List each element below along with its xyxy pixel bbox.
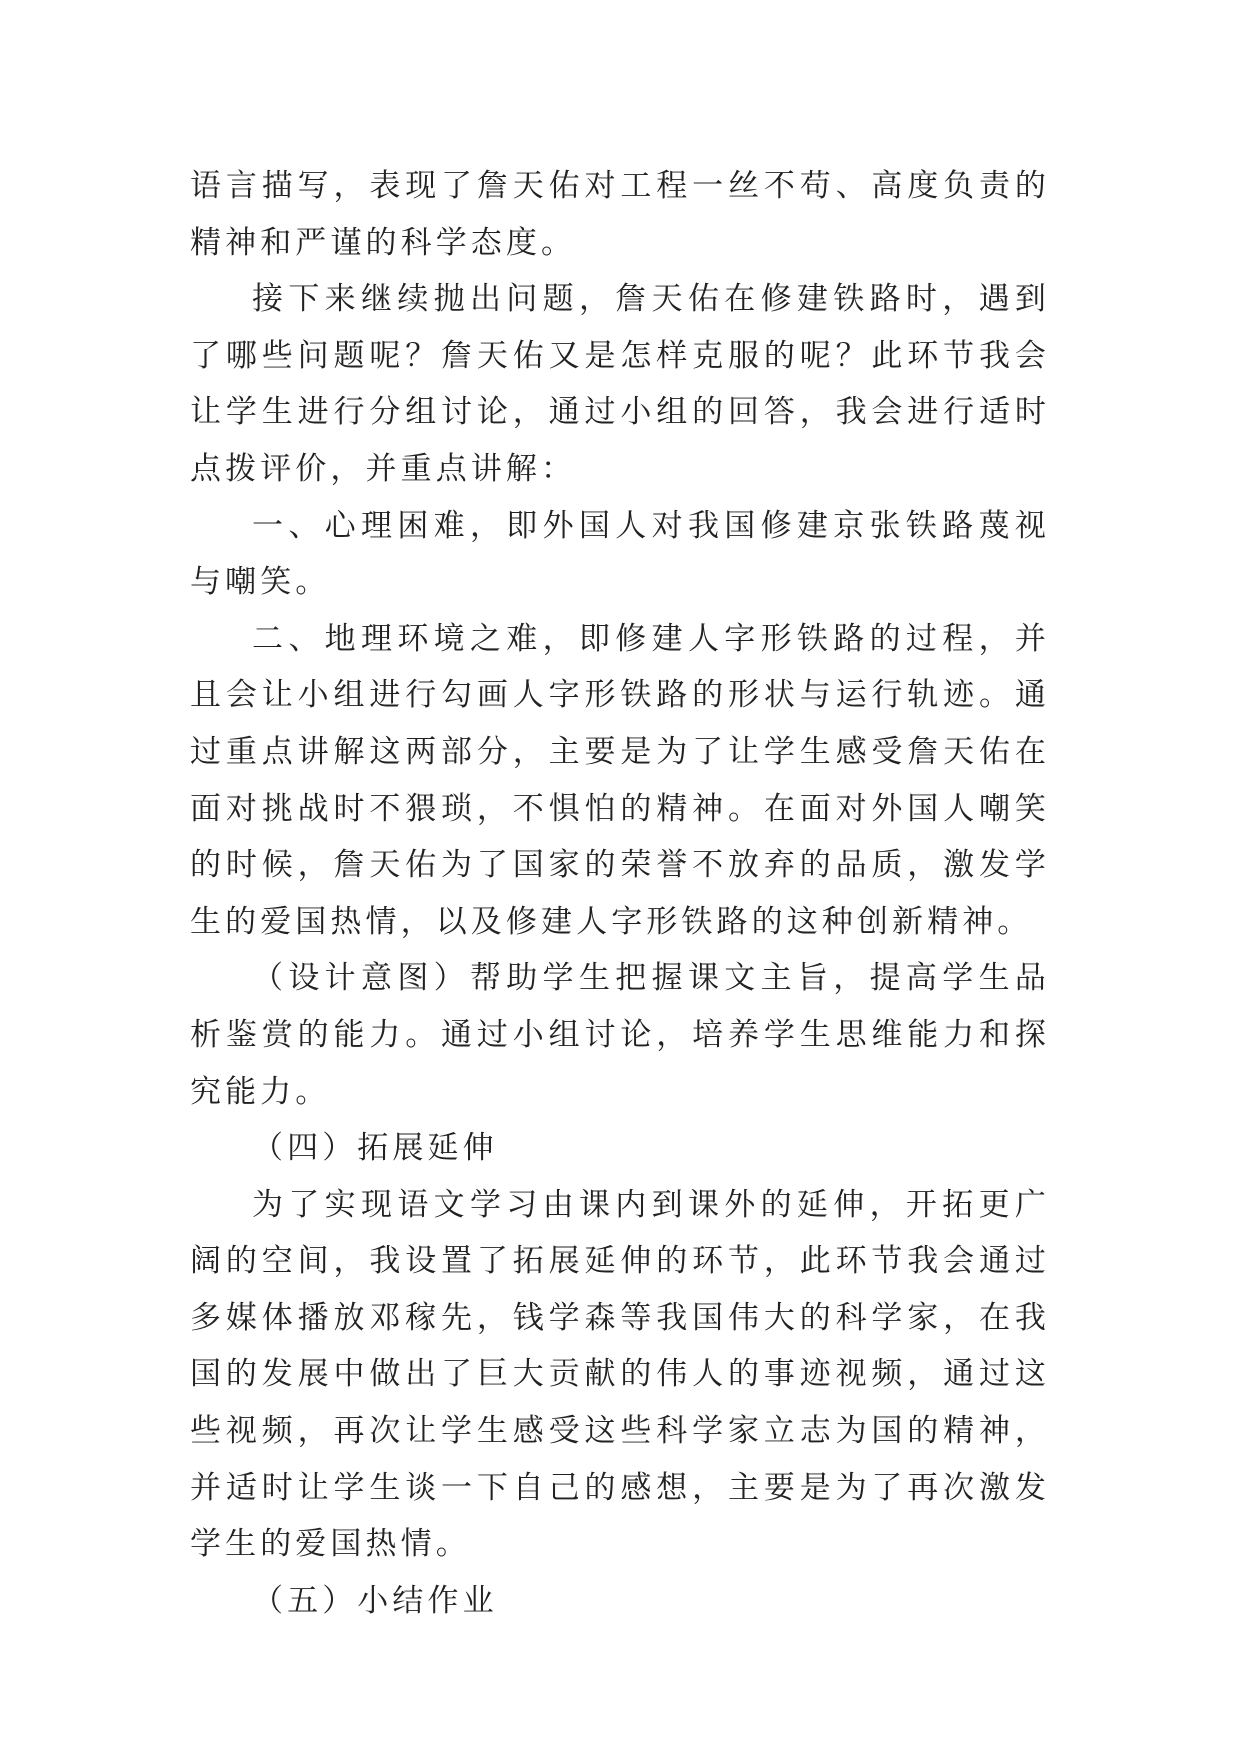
paragraph-continuation: 语言描写，表现了詹天佑对工程一丝不苟、高度负责的精神和严谨的科学态度。 (190, 168, 1050, 261)
paragraph-design-intent: （设计意图）帮助学生把握课文主旨，提高学生品析鉴赏的能力。通过小组讨论，培养学生思维能力和探究能力。 (190, 960, 1050, 1110)
paragraph-extension: 为了实现语文学习由课内到课外的延伸，开拓更广阔的空间，我设置了拓展延伸的环节，此环节我会通过多媒体播放邓稼先，钱学森等我国伟大的科学家，在我国的发展中做出了巨大贡献的伟人的事迹视频，通过这些视频，再次让学生感受这些科学家立志为国的精神，并适时让学生谈一下自己的感想，主要是为了再次激发学生的爱国热情。 (190, 1186, 1050, 1563)
paragraph-point-one: 一、心理困难，即外国人对我国修建京张铁路蔑视与嘲笑。 (190, 507, 1050, 601)
document-body (190, 158, 1050, 1629)
section-heading-summary: （五）小结作业 (252, 1582, 498, 1619)
section-heading-extension: （四）拓展延伸 (252, 1130, 498, 1167)
paragraph-questions: 接下来继续抛出问题，詹天佑在修建铁路时，遇到了哪些问题呢？詹天佑又是怎样克服的呢？此环节我会让学生进行分组讨论，通过小组的回答，我会进行适时点拨评价，并重点讲解： (190, 281, 1050, 487)
paragraph-point-two: 二、地理环境之难，即修建人字形铁路的过程，并且会让小组进行勾画人字形铁路的形状与运行轨迹。通过重点讲解这两部分，主要是为了让学生感受詹天佑在面对挑战时不猥琐，不惧怕的精神。在面对外国人嘲笑的时候，詹天佑为了国家的荣誉不放弃的品质，激发学生的爱国热情，以及修建人字形铁路的这种创新精神。 (190, 620, 1050, 940)
